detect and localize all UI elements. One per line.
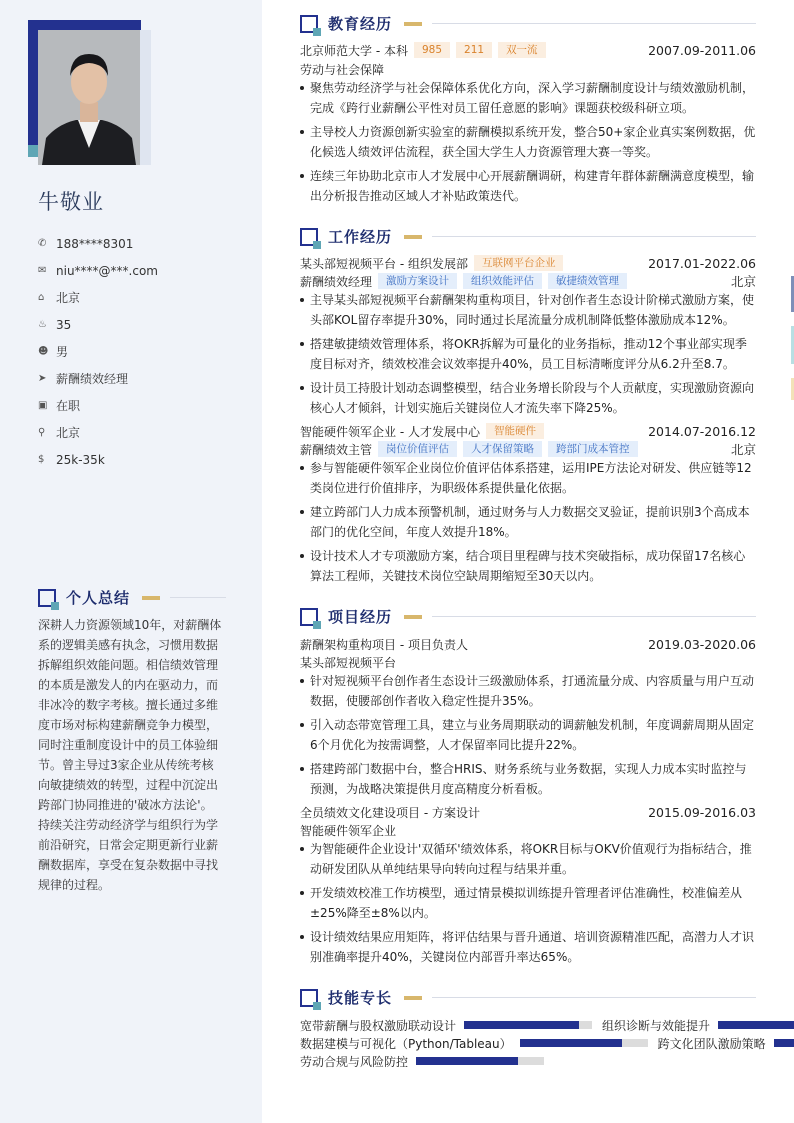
section-marker-icon: [300, 228, 318, 246]
project-date: 2019.03-2020.06: [648, 636, 756, 652]
work-role: 薪酬绩效主管: [300, 442, 373, 457]
skill-item: [658, 1035, 794, 1052]
email-icon: ✉: [38, 265, 47, 276]
work-company: 某头部短视频平台 - 组织发展部: [300, 256, 468, 271]
contact-target-role: ➤ 薪酬绩效经理: [38, 372, 129, 386]
contact-location: ⚲ 北京: [38, 426, 81, 440]
work-section-header: [300, 226, 756, 247]
list-item: 搭建敏捷绩效管理体系，将OKR拆解为可量化的业务指标，推动12个事业部实现季度目标对齐，绩效校准会议效率提升40%，员工目标清晰度评分从6.2升至8.7。: [300, 334, 756, 374]
section-title: 项目经历: [328, 608, 393, 626]
section-title: 教育经历: [328, 15, 393, 33]
location-icon: ⚲: [38, 427, 46, 438]
project-name: 薪酬架构重构项目 - 项目负责人: [300, 637, 468, 652]
list-item: 聚焦劳动经济学与社会保障体系优化方向，深入学习薪酬制度设计与绩效激励机制，完成《跨行业薪酬公平性对员工留任意愿的影响》课题获校级科研立项。: [300, 78, 756, 118]
skills-section-header: [300, 987, 756, 1008]
education-header-row: [300, 41, 756, 59]
project-org: 智能硬件领军企业: [300, 823, 397, 838]
education-bullets: [300, 78, 756, 210]
education-date: 2007.09-2011.06: [648, 42, 756, 58]
project-name: 全员绩效文化建设项目 - 方案设计: [300, 805, 480, 820]
contact-status: ▣ 在职: [38, 399, 81, 413]
skill-item: [300, 1017, 602, 1034]
education-major: 劳动与社会保障: [300, 62, 385, 77]
list-item: 连续三年协助北京市人才发展中心开展薪酬调研，构建青年群体薪酬满意度模型，输出分析报告推动区域人才补贴政策迭代。: [300, 166, 756, 206]
project-date: 2015.09-2016.03: [648, 804, 756, 820]
work-2-bullets: [300, 458, 756, 590]
section-title: 个人总结: [66, 589, 131, 607]
skill-level-bar: [464, 1021, 592, 1029]
work-company: 智能硬件领军企业 - 人才发展中心: [300, 424, 480, 439]
work-2-role-row: [300, 440, 756, 458]
skill-item: [300, 1053, 554, 1070]
education-major-row: [300, 60, 756, 78]
list-item: 参与智能硬件领军企业岗位价值评估体系搭建，运用IPE方法论对研发、供应链等12类岗位进行价值排序，为职级体系提供量化依据。: [300, 458, 756, 498]
summary-text: 深耕人力资源领域10年，对薪酬体系的逻辑美感有执念，习惯用数据拆解组织效能问题。相信绩效管理的本质是激发人的内在驱动力，而非冰冷的数字考核。擅长通过多维度市场对标构建薪酬竞争力模型，同时注重制度设计中的员工体验细节。曾主导过3家企业从传统考核向敏捷绩效的转型，过程中沉淀出跨部门协同推进的'破冰方法论'。持续关注劳动经济学与组织行为学前沿研究，日常会定期更新行业薪酬数据库，享受在复杂数据中寻找规律的过程。: [38, 618, 222, 892]
work-2-header-row: [300, 422, 756, 440]
summary-section-header: [38, 587, 226, 608]
skill-level-bar: [416, 1057, 544, 1065]
briefcase-icon: ▣: [38, 400, 48, 411]
section-marker-icon: [300, 989, 318, 1007]
education-tag: 211: [456, 42, 492, 58]
skill-name: 劳动合规与风险防控: [300, 1054, 409, 1069]
home-icon: ⌂: [38, 292, 45, 303]
project-1-org-row: [300, 653, 756, 671]
education-section-header: [300, 13, 756, 34]
work-1-header-row: [300, 254, 756, 272]
work-city: 北京: [730, 274, 756, 289]
contact-gender: ☻ 男: [38, 345, 69, 359]
work-role-tag: 敏捷绩效管理: [548, 273, 627, 289]
send-icon: ➤: [38, 373, 47, 384]
skill-level-bar: [718, 1021, 794, 1029]
education-school: 北京师范大学 - 本科: [300, 43, 408, 58]
skill-item: [300, 1035, 658, 1052]
project-2-org-row: [300, 821, 756, 839]
list-item: 建立跨部门人力成本预警机制，通过财务与人力数据交叉验证，提前识别3个高成本部门的优化空间，年度人效提升18%。: [300, 502, 756, 542]
project-1-bullets: [300, 671, 756, 803]
salary-icon: $: [38, 454, 45, 465]
work-role-tag: 跨部门成本管控: [548, 441, 638, 457]
contact-age: ♨ 35: [38, 317, 72, 332]
skill-name: 跨文化团队激励策略: [657, 1036, 766, 1051]
contact-salary: $ 25k-35k: [38, 452, 105, 467]
work-role: 薪酬绩效经理: [300, 274, 373, 289]
skill-level-bar: [520, 1039, 648, 1047]
work-role-tag: 岗位价值评估: [378, 441, 457, 457]
work-date: 2014.07-2016.12: [648, 423, 756, 439]
list-item: 为智能硬件企业设计'双循环'绩效体系，将OKR目标与OKV价值观行为指标结合，推动研发团队从单纯结果导向转向过程与结果并重。: [300, 839, 756, 879]
list-item: 引入动态带宽管理工具，建立与业务周期联动的调薪触发机制，年度调薪周期从固定6个月优化为按需调整，人才保留率同比提升22%。: [300, 715, 756, 755]
skill-name: 宽带薪酬与股权激励联动设计: [300, 1018, 457, 1033]
cake-icon: ♨: [38, 319, 47, 330]
work-1-bullets: [300, 290, 756, 422]
skills-list: [300, 1016, 794, 1070]
section-marker-icon: [300, 608, 318, 626]
project-2-bullets: [300, 839, 756, 971]
education-tag: 双一流: [498, 42, 546, 58]
work-date: 2017.01-2022.06: [648, 255, 756, 271]
list-item: 设计绩效结果应用矩阵，将评估结果与晋升通道、培训资源精准匹配，高潜力人才识别准确率提升40%，关键岗位内部晋升率达65%。: [300, 927, 756, 967]
projects-section-header: [300, 606, 756, 627]
project-2-header-row: [300, 803, 756, 821]
gender-icon: ☻: [38, 346, 49, 357]
list-item: 设计员工持股计划动态调整模型，结合业务增长阶段与个人贡献度，实现激励资源向核心人才倾斜，计划实施后关键岗位人才流失率下降25%。: [300, 378, 756, 418]
skill-name: 数据建模与可视化（Python/Tableau）: [300, 1036, 512, 1051]
list-item: 主导校人力资源创新实验室的薪酬模拟系统开发，整合50+家企业真实案例数据，优化候选人绩效评估流程，获全国大学生人力资源管理大赛一等奖。: [300, 122, 756, 162]
education-tag: 985: [414, 42, 450, 58]
list-item: 搭建跨部门数据中台，整合HRIS、财务系统与业务数据，实现人力成本实时监控与预测，为战略决策提供月度高精度分析看板。: [300, 759, 756, 799]
work-company-tag: 智能硬件: [486, 423, 544, 439]
contact-home: ⌂ 北京: [38, 291, 81, 305]
section-title: 工作经历: [328, 228, 393, 246]
list-item: 针对短视频平台创作者生态设计三级激励体系，打通流量分成、内容质量与用户互动数据，使腰部创作者收入稳定性提升35%。: [300, 671, 756, 711]
work-company-tag: 互联网平台企业: [474, 255, 564, 271]
contact-phone: ✆ 188****8301: [38, 236, 134, 251]
sidebar: [0, 0, 262, 1123]
skill-name: 组织诊断与效能提升: [602, 1018, 711, 1033]
section-title: 技能专长: [328, 989, 393, 1007]
work-role-tag: 激励方案设计: [378, 273, 457, 289]
section-marker-icon: [38, 589, 56, 607]
list-item: 开发绩效校准工作坊模型，通过情景模拟训练提升管理者评估准确性，校准偏差从±25%降至±8%以内。: [300, 883, 756, 923]
project-org: 某头部短视频平台: [300, 655, 397, 670]
work-1-role-row: [300, 272, 756, 290]
project-1-header-row: [300, 635, 756, 653]
work-role-tag: 组织效能评估: [463, 273, 542, 289]
skill-item: [602, 1017, 794, 1034]
list-item: 设计技术人才专项激励方案，结合项目里程碑与技术突破指标，成功保留17名核心算法工程师，关键技术岗位空缺周期缩短至30天以内。: [300, 546, 756, 586]
profile-photo: [38, 30, 140, 165]
phone-icon: ✆: [38, 238, 47, 249]
list-item: 主导某头部短视频平台薪酬架构重构项目，针对创作者生态设计阶梯式激励方案，使头部KOL留存率提升30%，同时通过长尾流量分成机制降低整体激励成本12%。: [300, 290, 756, 330]
section-marker-icon: [300, 15, 318, 33]
candidate-name: 牛敬业: [38, 190, 104, 214]
contact-email: ✉ niu****@***.com: [38, 263, 158, 278]
contact-list: [38, 230, 248, 473]
skill-level-bar: [774, 1039, 794, 1047]
work-role-tag: 人才保留策略: [463, 441, 542, 457]
work-city: 北京: [730, 442, 756, 457]
